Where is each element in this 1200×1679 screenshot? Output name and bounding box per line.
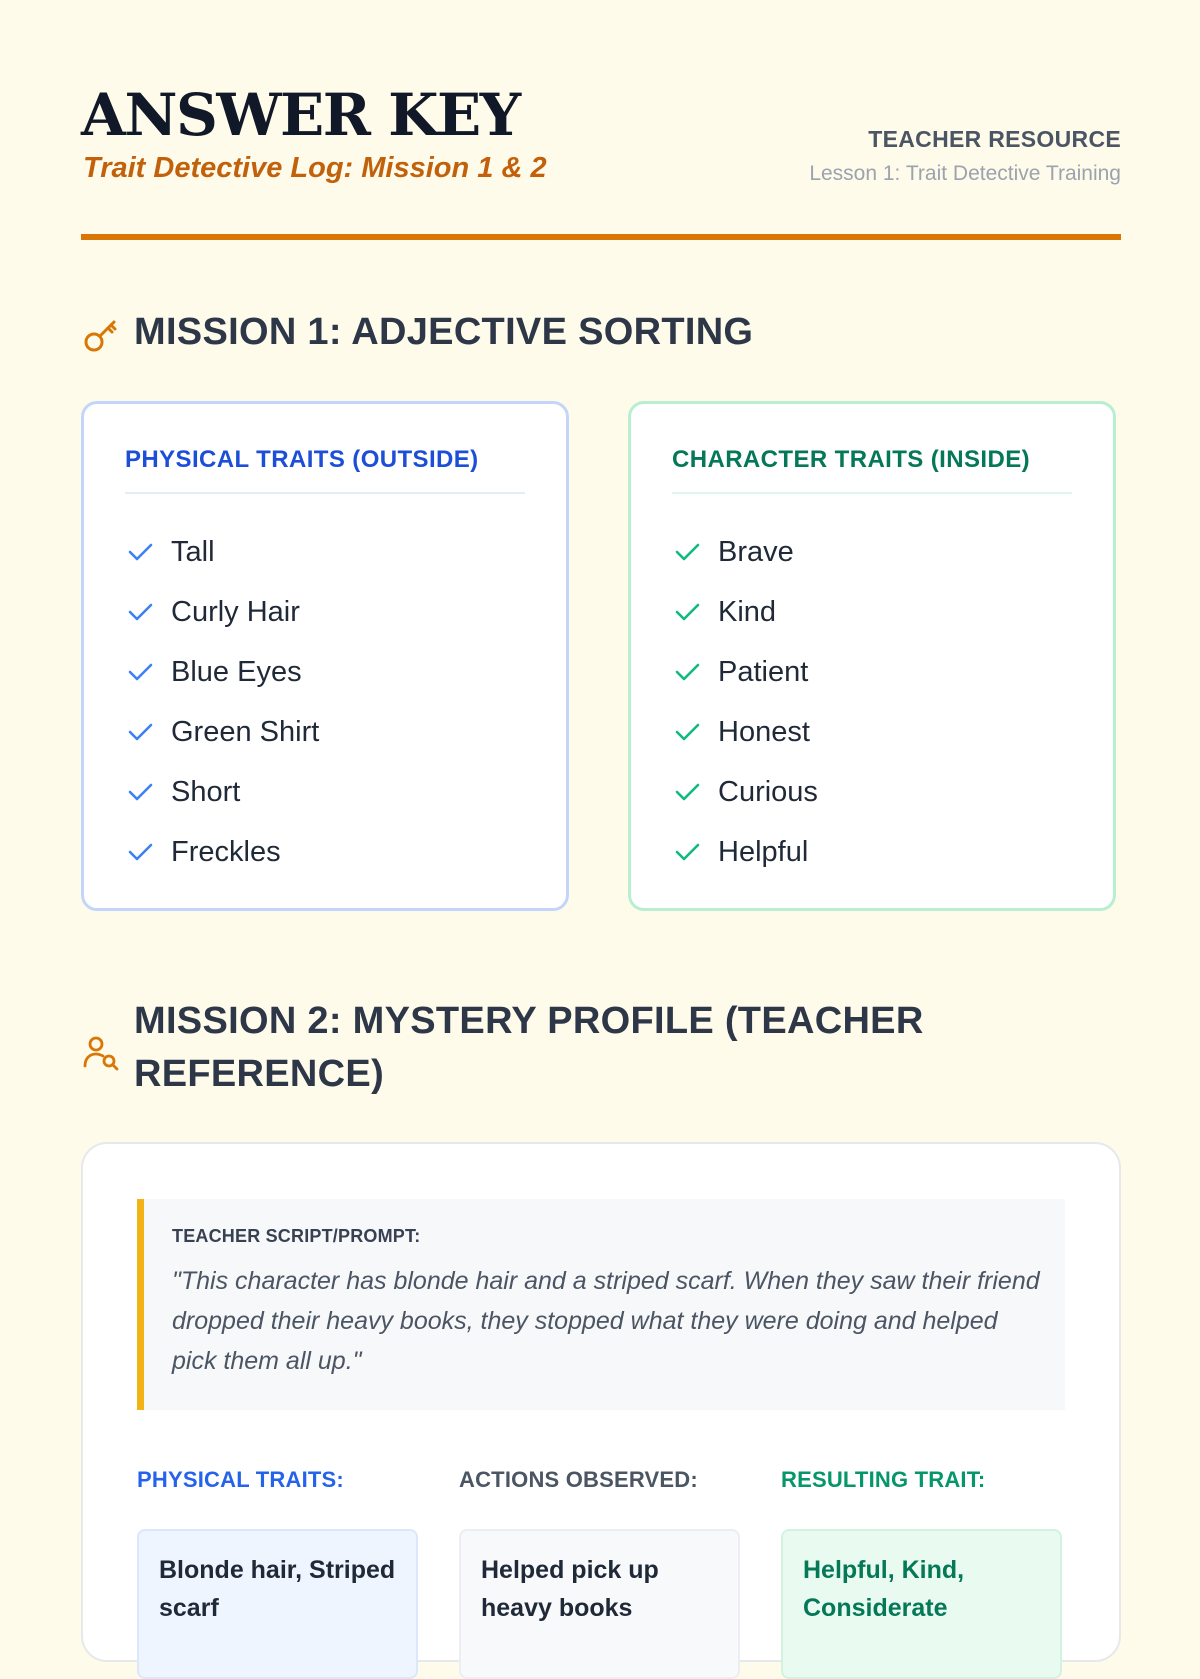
check-icon	[125, 777, 155, 807]
check-icon	[672, 597, 702, 627]
trait-label: Kind	[718, 595, 777, 628]
trait-label: Curly Hair	[171, 595, 300, 628]
check-icon	[125, 597, 155, 627]
resulting-trait-column	[781, 1467, 1062, 1679]
trait-label: Helpful	[718, 835, 809, 868]
page-header	[81, 82, 1121, 242]
mission2-title: MISSION 2: MYSTERY PROFILE (TEACHER REFERENCE)	[134, 1000, 924, 1095]
teacher-script-box	[137, 1199, 1065, 1410]
list-item	[672, 522, 818, 582]
check-icon	[125, 657, 155, 687]
list-item	[672, 702, 818, 762]
physical-traits-answer: Blonde hair, Striped scarf	[137, 1529, 418, 1679]
resource-info	[809, 126, 1121, 186]
check-icon	[125, 537, 155, 567]
trait-label: Curious	[718, 775, 818, 808]
actions-observed-column	[459, 1467, 740, 1679]
page-title: ANSWER KEY	[81, 81, 520, 149]
list-item	[125, 822, 319, 882]
check-icon	[672, 657, 702, 687]
resulting-trait-answer: Helpful, Kind, Considerate	[781, 1529, 1062, 1679]
resource-label: TEACHER RESOURCE	[868, 126, 1121, 152]
script-text: "This character has blonde hair and a striped scarf. When they saw their friend dropped their heavy books, they stopped what they were doing and helped pick them all up."	[172, 1267, 1040, 1375]
check-icon	[125, 837, 155, 867]
list-item	[125, 762, 319, 822]
check-icon	[672, 777, 702, 807]
physical-traits-list	[125, 522, 319, 882]
trait-label: Brave	[718, 535, 794, 568]
physical-traits-column	[137, 1467, 418, 1679]
character-traits-card	[628, 401, 1116, 911]
trait-label: Blue Eyes	[171, 655, 302, 688]
header-divider	[81, 234, 1121, 240]
check-icon	[672, 717, 702, 747]
list-item	[672, 822, 818, 882]
key-icon	[81, 315, 121, 355]
physical-traits-heading: PHYSICAL TRAITS (OUTSIDE)	[125, 446, 525, 494]
list-item	[672, 762, 818, 822]
script-label: TEACHER SCRIPT/PROMPT:	[172, 1226, 421, 1246]
lesson-label: Lesson 1: Trait Detective Training	[809, 162, 1121, 185]
resulting-trait-label: RESULTING TRAIT:	[781, 1467, 986, 1492]
trait-label: Honest	[718, 715, 810, 748]
list-item	[125, 702, 319, 762]
list-item	[125, 522, 319, 582]
mystery-profile-card	[81, 1142, 1121, 1662]
trait-label: Tall	[171, 535, 215, 568]
list-item	[125, 642, 319, 702]
trait-label: Freckles	[171, 835, 281, 868]
mission1-title: MISSION 1: ADJECTIVE SORTING	[134, 311, 754, 353]
trait-label: Patient	[718, 655, 809, 688]
check-icon	[672, 837, 702, 867]
character-traits-list	[672, 522, 818, 882]
answer-key-page	[81, 0, 1121, 1622]
user-search-icon	[81, 1033, 121, 1073]
physical-traits-label: PHYSICAL TRAITS:	[137, 1467, 344, 1492]
trait-label: Short	[171, 775, 241, 808]
list-item	[672, 642, 818, 702]
check-icon	[125, 717, 155, 747]
character-traits-heading: CHARACTER TRAITS (INSIDE)	[672, 446, 1072, 494]
actions-observed-answer: Helped pick up heavy books	[459, 1529, 740, 1679]
list-item	[125, 582, 319, 642]
page-subtitle: Trait Detective Log: Mission 1 & 2	[83, 152, 547, 184]
trait-label: Green Shirt	[171, 715, 320, 748]
physical-traits-card	[81, 401, 569, 911]
actions-observed-label: ACTIONS OBSERVED:	[459, 1467, 698, 1492]
check-icon	[672, 537, 702, 567]
mission1-heading	[81, 306, 753, 359]
mission2-heading	[81, 995, 981, 1101]
list-item	[672, 582, 818, 642]
